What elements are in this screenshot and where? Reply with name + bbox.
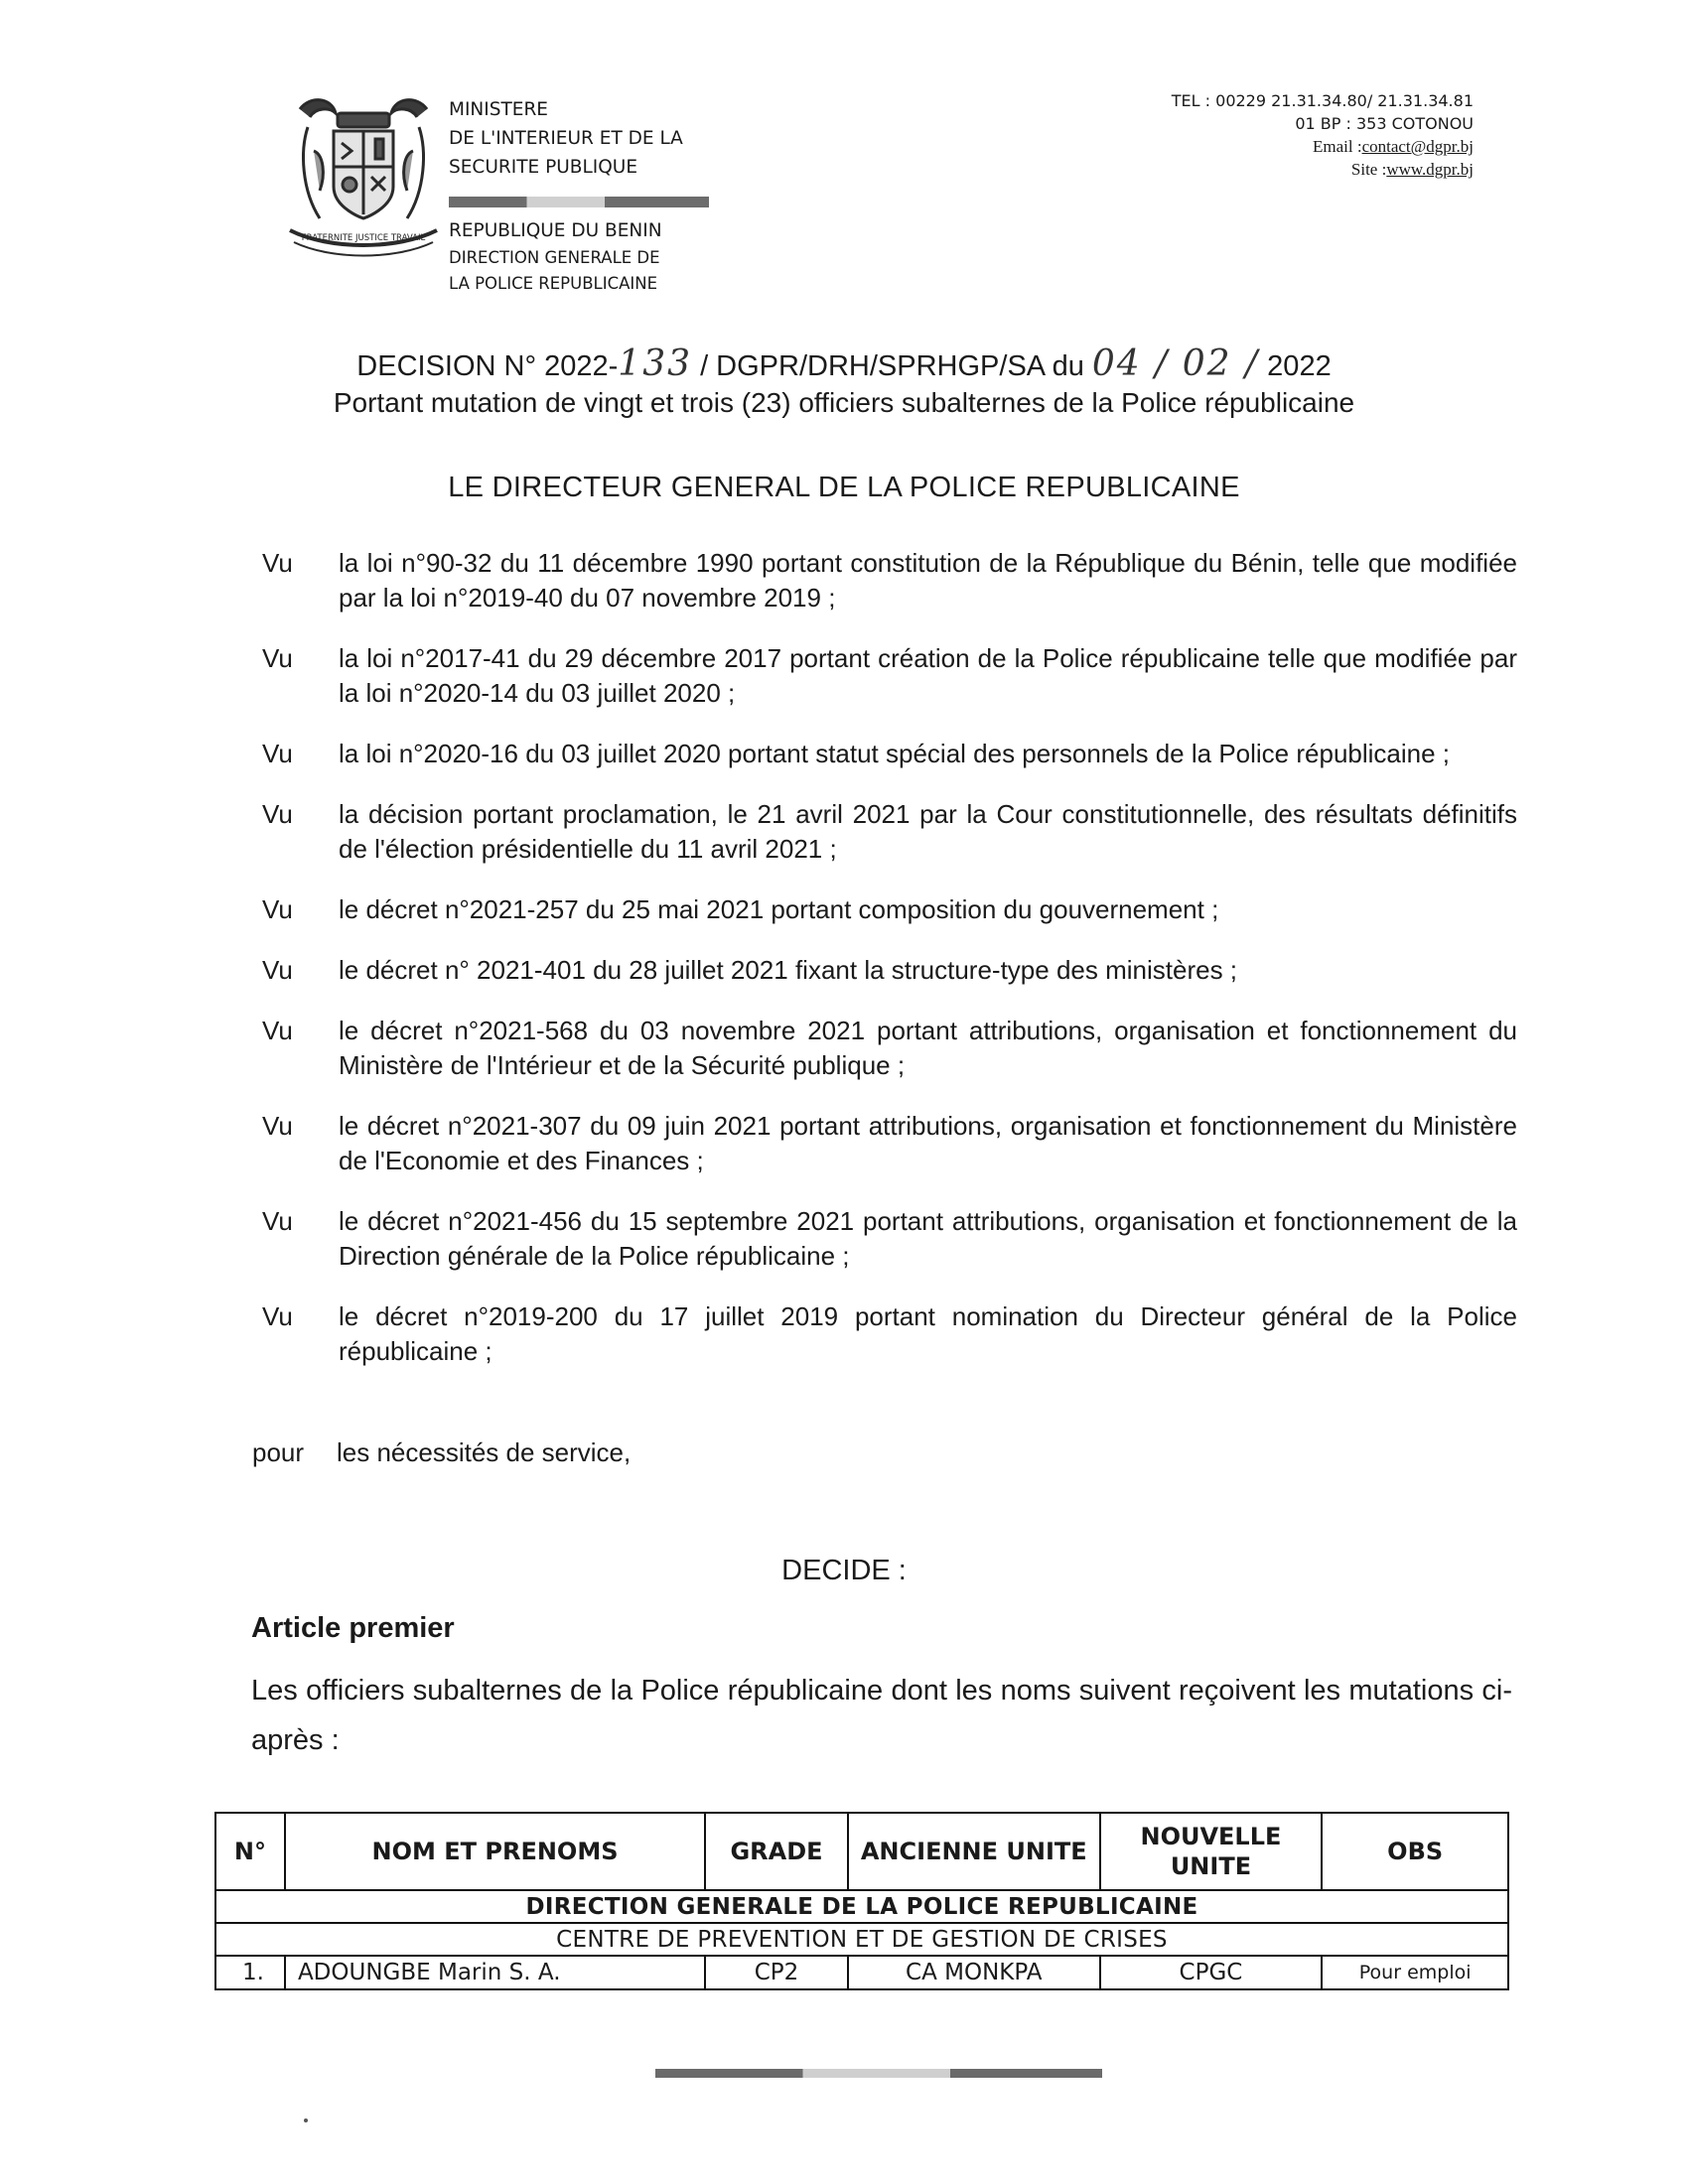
decision-number-handwritten: 133 xyxy=(618,343,693,384)
vu-text: le décret n°2021-307 du 09 juin 2021 portant attributions, organisation et fonctionnement du Ministère de l'Economie et des Finances ; xyxy=(339,1111,1517,1175)
vu-item xyxy=(256,737,1517,771)
flag-bar xyxy=(449,197,709,207)
vu-item xyxy=(256,892,1517,927)
decision-year: 2022 xyxy=(1259,350,1332,382)
decision-title: DECISION N° 2022-133 / DGPR/DRH/SPRHGP/SA du 04 / 02 / 2022 xyxy=(356,343,1332,384)
vu-keyword: Vu xyxy=(262,739,293,768)
ministry-line: SECURITE PUBLIQUE xyxy=(449,157,638,178)
vu-item xyxy=(256,797,1517,867)
contact-site-link[interactable]: www.dgpr.bj xyxy=(1386,160,1474,179)
director-heading: LE DIRECTEUR GENERAL DE LA POLICE REPUBLICAINE xyxy=(448,472,1240,503)
decision-reference: / DGPR/DRH/SPRHGP/SA du xyxy=(692,350,1092,382)
header-old-unit: ANCIENNE UNITE xyxy=(848,1813,1100,1890)
decision-day-handwritten: 04 xyxy=(1091,343,1142,384)
vu-item xyxy=(256,953,1517,988)
vu-keyword: Vu xyxy=(262,799,293,829)
vu-item xyxy=(256,1204,1517,1274)
row-name: ADOUNGBE Marin S. A. xyxy=(285,1956,705,1989)
table-section-row xyxy=(215,1890,1508,1923)
vu-item xyxy=(256,641,1517,711)
table-row xyxy=(215,1956,1508,1989)
vu-text: la loi n°90-32 du 11 décembre 1990 portant constitution de la République du Bénin, telle que modifiée par la loi n°2019-40 du 07 novembre 2019 ; xyxy=(339,548,1517,613)
direction-line: LA POLICE REPUBLICAINE xyxy=(449,274,658,293)
contact-block xyxy=(1172,89,1474,181)
header-number: N° xyxy=(215,1813,285,1890)
vu-text: le décret n°2021-456 du 15 septembre 2021 portant attributions, organisation et fonctionnement de la Direction générale de la Police républicaine ; xyxy=(339,1206,1517,1271)
vu-keyword: Vu xyxy=(262,894,293,924)
header-obs: OBS xyxy=(1322,1813,1508,1890)
vu-text: le décret n°2019-200 du 17 juillet 2019 portant nomination du Directeur général de la Police républicaine ; xyxy=(339,1301,1517,1366)
coat-of-arms-emblem xyxy=(280,91,447,262)
row-new-unit: CPGC xyxy=(1100,1956,1323,1989)
decision-subtitle: Portant mutation de vingt et trois (23) officiers subalternes de la Police républicaine xyxy=(333,387,1355,418)
vu-keyword: Vu xyxy=(262,643,293,673)
table-subsection-row xyxy=(215,1923,1508,1956)
article-text: Les officiers subalternes de la Police républicaine dont les noms suivent reçoivent les mutations ci-après : xyxy=(251,1675,1512,1756)
row-old-unit: CA MONKPA xyxy=(848,1956,1100,1989)
pour-line xyxy=(252,1437,631,1468)
ministry-block xyxy=(449,95,683,182)
vu-item xyxy=(256,1014,1517,1083)
email-label: Email : xyxy=(1312,137,1362,156)
decision-month-handwritten: 02 xyxy=(1182,343,1232,384)
scan-speck xyxy=(304,2118,308,2122)
site-label: Site : xyxy=(1350,160,1387,179)
row-obs: Pour emploi xyxy=(1322,1956,1508,1989)
vu-list xyxy=(256,546,1517,1395)
decision-prefix: DECISION N° 2022- xyxy=(356,350,619,382)
vu-keyword: Vu xyxy=(262,1206,293,1236)
vu-item xyxy=(256,1109,1517,1178)
ministry-line: MINISTERE xyxy=(449,99,548,120)
vu-keyword: Vu xyxy=(262,548,293,578)
header-name: NOM ET PRENOMS xyxy=(285,1813,705,1890)
contact-tel: TEL : 00229 21.31.34.80/ 21.31.34.81 xyxy=(1171,91,1474,110)
vu-item xyxy=(256,546,1517,615)
table-header-row xyxy=(215,1813,1508,1890)
vu-text: le décret n°2021-257 du 25 mai 2021 portant composition du gouvernement ; xyxy=(339,894,1219,924)
vu-keyword: Vu xyxy=(262,1016,293,1045)
republic-name: REPUBLIQUE DU BENIN xyxy=(449,220,662,241)
motto-text: FRATERNITE JUSTICE TRAVAIL xyxy=(301,233,426,243)
vu-text: la décision portant proclamation, le 21 avril 2021 par la Cour constitutionnelle, des résultats définitifs de l'élection présidentielle du 11 avril 2021 ; xyxy=(339,799,1517,864)
section-title: DIRECTION GENERALE DE LA POLICE REPUBLICAINE xyxy=(215,1890,1508,1923)
header-new-unit: NOUVELLE UNITE xyxy=(1100,1813,1323,1890)
vu-keyword: Vu xyxy=(262,1111,293,1141)
footer-flag-bar xyxy=(655,2069,1102,2078)
row-grade: CP2 xyxy=(705,1956,848,1989)
vu-text: la loi n°2020-16 du 03 juillet 2020 portant statut spécial des personnels de la Police républicaine ; xyxy=(339,739,1451,768)
vu-text: le décret n°2021-568 du 03 novembre 2021 portant attributions, organisation et fonctionnement du Ministère de l'Intérieur et de la Sécurité publique ; xyxy=(339,1016,1517,1080)
contact-email-link[interactable]: contact@dgpr.bj xyxy=(1361,137,1474,156)
pour-keyword: pour xyxy=(252,1437,305,1467)
vu-item xyxy=(256,1299,1517,1369)
contact-site-line xyxy=(1172,158,1474,181)
mutation-table xyxy=(214,1812,1509,1990)
ministry-line: DE L'INTERIEUR ET DE LA xyxy=(449,128,683,149)
vu-keyword: Vu xyxy=(262,1301,293,1331)
pour-text: les nécessités de service, xyxy=(337,1437,632,1467)
vu-text: la loi n°2017-41 du 29 décembre 2017 portant création de la Police républicaine telle que modifiée par la loi n°2020-14 du 03 juillet 2020 ; xyxy=(339,643,1517,708)
vu-text: le décret n° 2021-401 du 28 juillet 2021 fixant la structure-type des ministères ; xyxy=(339,955,1238,985)
contact-email-line xyxy=(1172,135,1474,158)
contact-bp: 01 BP : 353 COTONOU xyxy=(1295,114,1474,133)
subsection-title: CENTRE DE PREVENTION ET DE GESTION DE CRISES xyxy=(215,1923,1508,1956)
decide-heading: DECIDE : xyxy=(781,1555,907,1586)
vu-keyword: Vu xyxy=(262,955,293,985)
header-grade: GRADE xyxy=(705,1813,848,1890)
article-title: Article premier xyxy=(251,1612,455,1644)
row-number: 1. xyxy=(215,1956,285,1989)
direction-block xyxy=(449,216,662,297)
direction-line: DIRECTION GENERALE DE xyxy=(449,248,660,267)
